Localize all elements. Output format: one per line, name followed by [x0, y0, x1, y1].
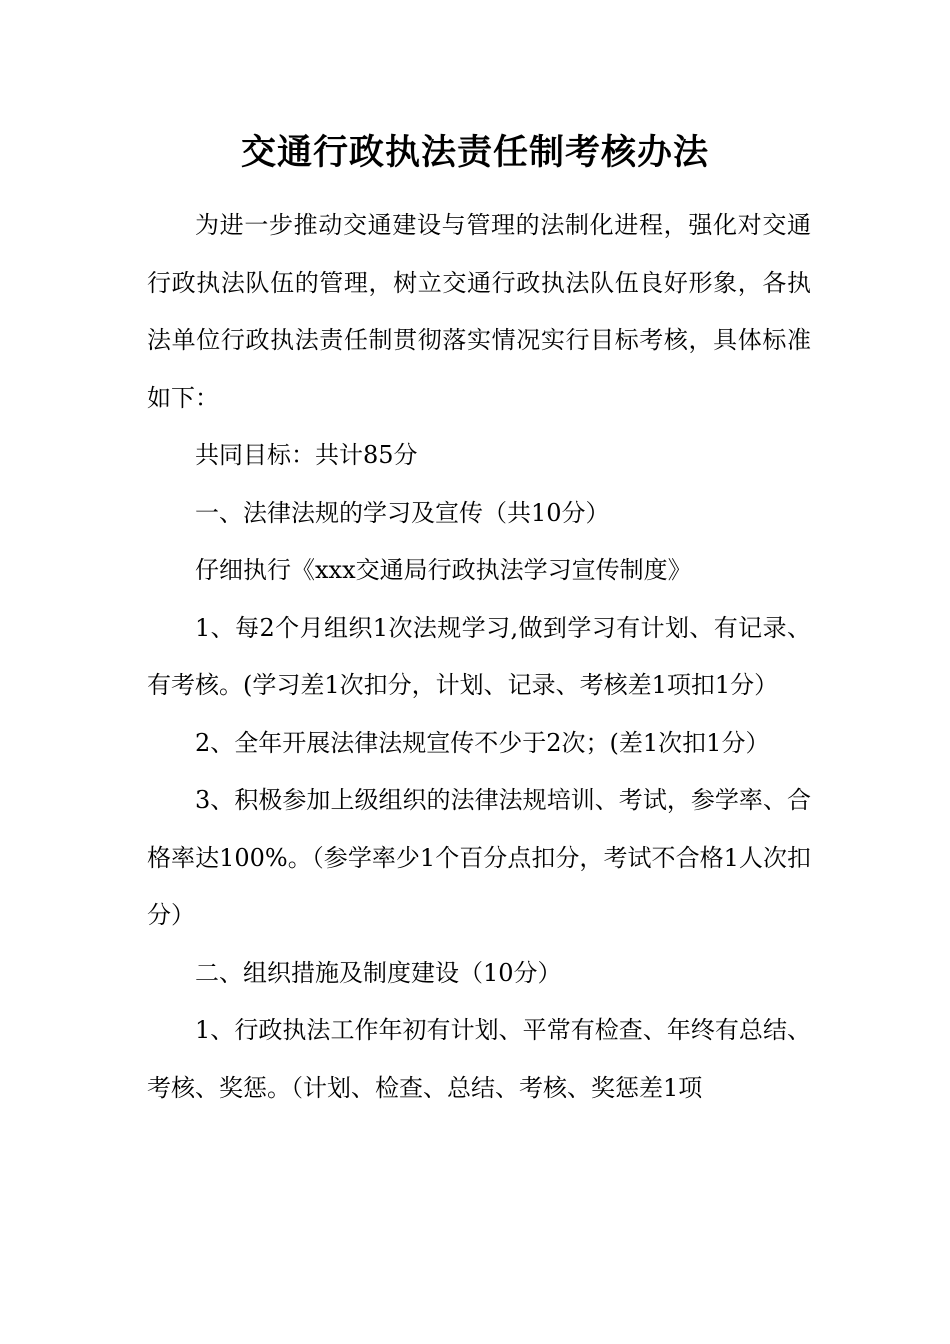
- document-body: [147, 197, 811, 1117]
- list-item-1-2: 2、全年开展法律法规宣传不少于2次；(差1次扣1分）: [195, 728, 770, 757]
- section-heading-2: 二、组织措施及制度建设（10分）: [195, 958, 562, 987]
- paragraph-section-1-rule: 仔细执行《xxx交通局行政执法学习宣传制度》: [195, 556, 692, 584]
- paragraph-common-goal: 共同目标：共计85分: [195, 441, 418, 469]
- list-item-1-1: 1、每2个月组织1次法规学习,做到学习有计划、有记录、有考核。(学习差1次扣分，计划、记录、考核差1项扣1分）: [147, 613, 811, 699]
- list-item-2-1: 1、行政执法工作年初有计划、平常有检查、年终有总结、考核、奖惩。（计划、检查、总结、考核、奖惩差1项: [147, 1016, 811, 1102]
- list-item-1-3: 3、积极参加上级组织的法律法规培训、考试，参学率、合格率达100%。（参学率少1个百分点扣分，考试不合格1人次扣分）: [147, 786, 811, 929]
- section-heading-1: 一、法律法规的学习及宣传（共10分）: [195, 498, 610, 527]
- paragraph-intro: 为进一步推动交通建设与管理的法制化进程，强化对交通行政执法队伍的管理，树立交通行政执法队伍良好形象，各执法单位行政执法责任制贯彻落实情况实行目标考核，具体标准如下：: [147, 211, 811, 412]
- document-title: 交通行政执法责任制考核办法: [240, 132, 709, 173]
